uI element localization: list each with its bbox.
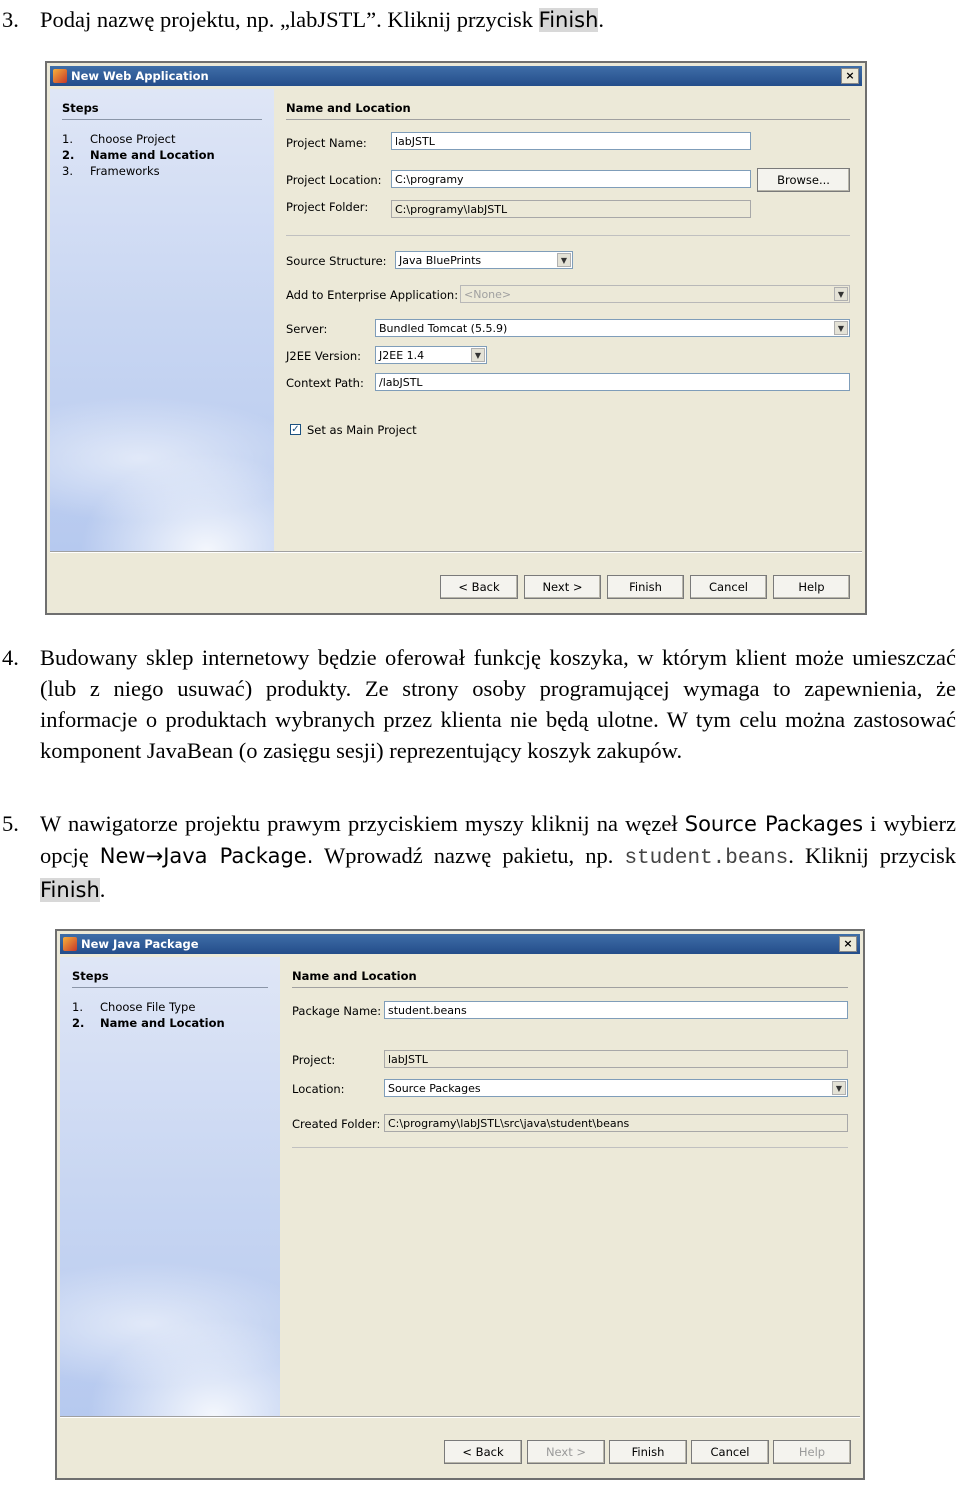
project-label: Project: [292,1053,336,1067]
project-name-input[interactable]: labJSTL [391,132,751,150]
dialog-titlebar [60,934,860,954]
package-name-input[interactable]: student.beans [384,1001,848,1019]
step-3 [0,4,956,36]
menu-path-ref: New→Java Package. [99,844,314,868]
package-example: student.beans [624,847,789,870]
step-number: 3. [2,7,19,32]
j2ee-version-label: J2EE Version: [286,349,362,363]
browse-button[interactable]: Browse... [757,168,850,192]
enterprise-app-label: Add to Enterprise Application: [286,288,459,302]
chevron-down-icon: ▼ [834,321,848,335]
step-item-current: 2. Name and Location [62,148,215,162]
form-pane [280,957,860,1416]
main-project-label: Set as Main Project [307,423,417,437]
project-folder-label: Project Folder: [286,200,369,214]
divider [286,235,850,236]
dialog-title: New Web Application [71,69,209,83]
package-name-label: Package Name: [292,1004,382,1018]
help-button: Help [773,1440,851,1464]
finish-ref: Finish [40,878,100,902]
back-button[interactable]: < Back [440,575,518,599]
dialog-title: New Java Package [81,937,199,951]
step-item: 1. Choose Project [62,132,176,146]
step-item: 1. Choose File Type [72,1000,196,1014]
step-item-current: 2. Name and Location [72,1016,225,1030]
step-5: 5. W nawigatorze projektu prawym przyciskiem myszy kliknij na węzeł Source Packages i wybierz opcję New→Java Package. Wprowadź nazwę pakietu, np. student.beans. Kliknij przycisk Finish. [0,808,956,906]
source-structure-label: Source Structure: [286,254,387,268]
divider [292,987,848,988]
finish-ref: Finish [538,8,599,32]
form-pane [274,89,862,551]
j2ee-version-select[interactable]: J2EE 1.4 ▼ [375,346,487,364]
project-name-label: Project Name: [286,136,367,150]
source-structure-select[interactable]: Java BluePrints ▼ [395,251,573,269]
chevron-down-icon: ▼ [471,348,485,362]
next-button: Next > [527,1440,605,1464]
divider [62,119,262,120]
location-label: Location: [292,1082,345,1096]
step-text-end: . [598,7,605,32]
section-heading: Name and Location [286,101,411,115]
steps-pane [60,957,280,1416]
back-button[interactable]: < Back [444,1440,522,1464]
dialog-titlebar [50,66,862,86]
chevron-down-icon: ▼ [557,253,571,267]
netbeans-icon [53,69,67,83]
created-folder-field: C:\programy\labJSTL\src\java\student\beans [384,1114,848,1132]
divider [60,1416,860,1418]
step-item: 3. Frameworks [62,164,160,178]
divider [50,551,862,553]
steps-heading: Steps [62,101,99,115]
close-icon[interactable]: × [841,68,859,84]
close-icon[interactable]: × [839,936,857,952]
created-folder-label: Created Folder: [292,1117,381,1131]
steps-heading: Steps [72,969,109,983]
context-path-label: Context Path: [286,376,364,390]
step-number: 4. [2,645,19,670]
divider [72,987,268,988]
section-heading: Name and Location [292,969,417,983]
step-number: 5. [2,811,19,836]
chevron-down-icon: ▼ [832,1081,846,1095]
server-select[interactable]: Bundled Tomcat (5.5.9) ▼ [375,319,850,337]
chevron-down-icon: ▼ [834,287,848,301]
project-folder-field: C:\programy\labJSTL [391,200,751,218]
checkbox-checked-icon[interactable]: ✓ [291,424,300,435]
cancel-button[interactable]: Cancel [690,575,767,599]
project-field: labJSTL [384,1050,848,1068]
context-path-input[interactable]: /labJSTL [375,373,850,391]
netbeans-icon [63,937,77,951]
step-text: Budowany sklep internetowy będzie oferował funkcję koszyka, w którym klient może umieszczać (lub z niego usuwać) produkty. Ze strony osoby programującej wymaga to zapewnienia, że informacje o produktach wybranych przez klienta nie będą ulotne. W tym celu można zastosować komponent JavaBean (o zasięgu sesji) reprezentujący koszyk zakupów. [40,645,956,763]
enterprise-app-select: <None> ▼ [460,285,850,303]
next-button[interactable]: Next > [524,575,601,599]
new-web-application-dialog [45,61,867,615]
source-packages-ref: Source Packages [684,812,864,836]
step-text: Podaj nazwę projektu, np. „labJSTL”. Kliknij przycisk [40,7,539,32]
cancel-button[interactable]: Cancel [691,1440,769,1464]
help-button[interactable]: Help [773,575,850,599]
project-location-label: Project Location: [286,173,382,187]
finish-button[interactable]: Finish [607,575,684,599]
finish-button[interactable]: Finish [609,1440,687,1464]
new-java-package-dialog [55,929,865,1480]
project-location-input[interactable]: C:\programy [391,170,751,188]
location-select[interactable]: Source Packages ▼ [384,1079,848,1097]
step-4 [0,642,956,766]
divider [292,1147,848,1148]
divider [286,119,850,120]
server-label: Server: [286,322,328,336]
steps-pane [50,89,274,551]
